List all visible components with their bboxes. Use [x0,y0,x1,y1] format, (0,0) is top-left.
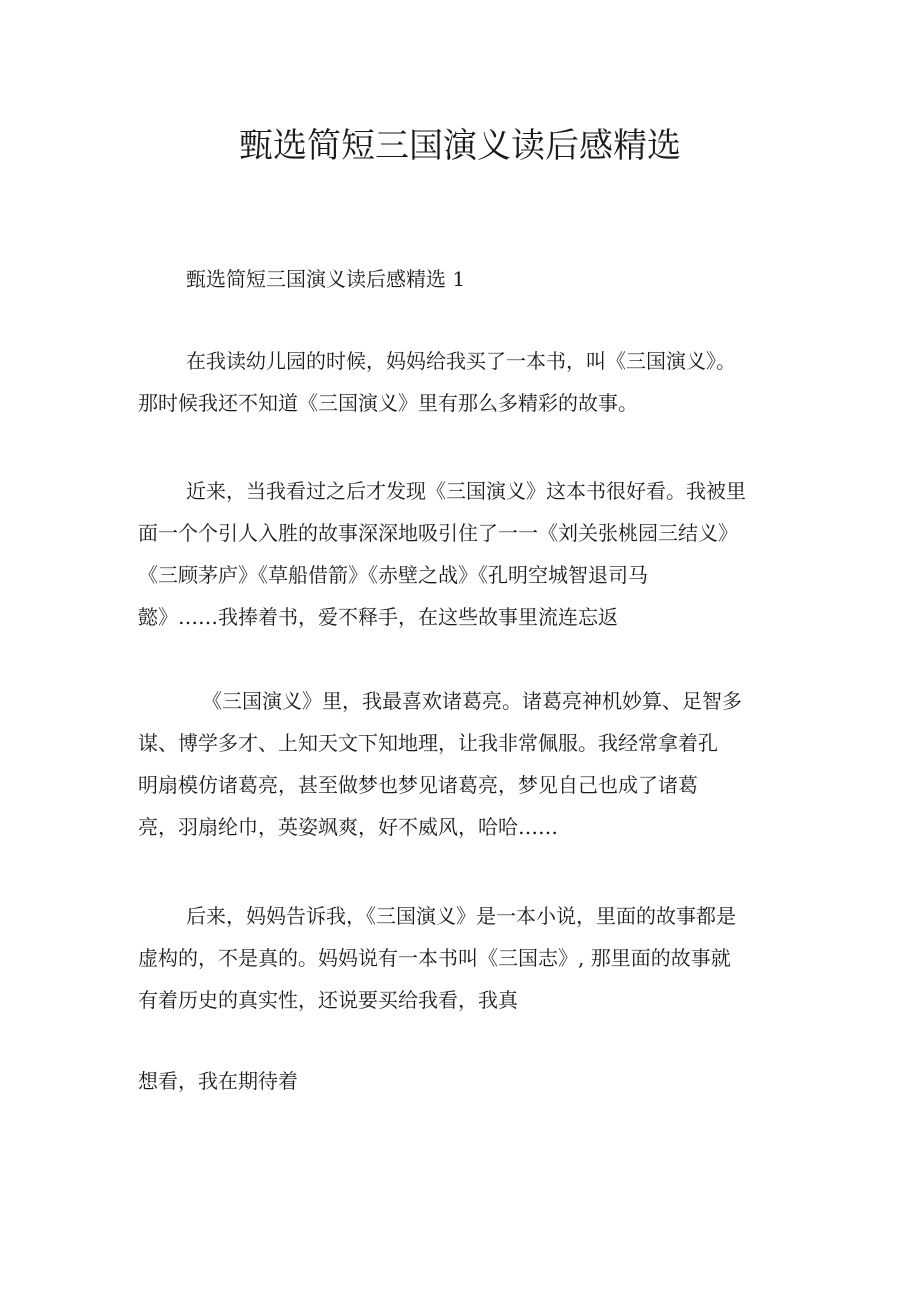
paragraph-line: 面一个个引人入胜的故事深深地吸引住了一一《刘关张桃园三结义》 [138,521,738,545]
paragraph-4 [138,895,800,1021]
paragraph-line: 那时候我还不知道《三国演义》里有那么多精彩的故事。 [138,391,638,415]
paragraph-line: 虚构的，不是真的。妈妈说有一本书叫《三国志》, 那里面的故事就 [138,946,731,970]
section-subtitle: 甄选简短三国演义读后感精选 1 [186,267,466,291]
paragraph-2 [138,470,800,638]
paragraph-line: 《三国演义》里，我最喜欢诸葛亮。诸葛亮神机妙算、足智多 [202,689,742,713]
paragraph-line: 有着历史的真实性，还说要买给我看，我真 [138,988,518,1012]
paragraph-line: 《三顾茅庐》《草船借箭》《赤壁之战》《孔明空城智退司马 [138,563,648,587]
paragraph-line: 后来，妈妈告诉我，《三国演义》是一本小说，里面的故事都是 [186,904,736,928]
paragraph-line: 懿》……我捧着书，爱不释手，在这些故事里流连忘返 [138,605,618,629]
paragraph-1 [138,340,800,424]
paragraph-line: 谋、博学多才、上知天文下知地理，让我非常佩服。我经常拿着孔 [138,731,718,755]
paragraph-line: 近来，当我看过之后才发现《三国演义》这本书很好看。我被里 [186,479,746,503]
paragraph-3 [138,680,800,848]
paragraph-line: 想看，我在期待着 [138,1069,298,1093]
paragraph-5 [138,1060,800,1102]
paragraph-line: 亮，羽扇纶巾，英姿飒爽，好不威风，哈哈…… [138,815,558,839]
paragraph-line: 明扇模仿诸葛亮，甚至做梦也梦见诸葛亮，梦见自己也成了诸葛 [138,773,698,797]
paragraph-line: 在我读幼儿园的时候，妈妈给我买了一本书，叫《三国演义》。 [186,349,736,373]
document-title: 甄选简短三国演义读后感精选 [239,126,681,166]
